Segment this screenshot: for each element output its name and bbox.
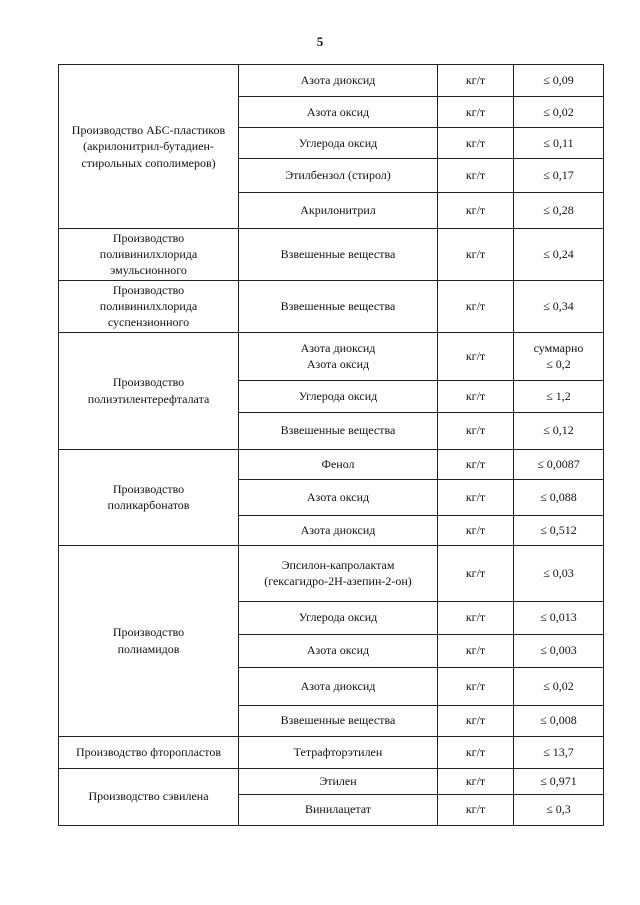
production-name: Производство поливинилхлорида суспензионного <box>59 280 239 332</box>
substance-name: Акрилонитрил <box>239 193 438 229</box>
substance-name: Взвешенные вещества <box>239 412 438 449</box>
substance-name: Этилен <box>239 768 438 794</box>
table-row <box>59 280 604 332</box>
norm-value: ≤ 0,17 <box>514 159 604 193</box>
substance-name: Взвешенные вещества <box>239 280 438 332</box>
unit: кг/т <box>438 479 514 515</box>
norm-value: ≤ 0,03 <box>514 545 604 601</box>
unit: кг/т <box>438 449 514 479</box>
unit: кг/т <box>438 545 514 601</box>
substance-name: Эпсилон-капролактам (гексагидро-2Н-азепин-2-он) <box>239 545 438 601</box>
norm-value: ≤ 0,088 <box>514 479 604 515</box>
table-row <box>59 768 604 794</box>
norm-value: ≤ 0,34 <box>514 280 604 332</box>
norm-value: ≤ 0,28 <box>514 193 604 229</box>
substance-name: Азота оксид <box>239 479 438 515</box>
norm-value: ≤ 0,003 <box>514 634 604 667</box>
substance-name: Азота диоксид Азота оксид <box>239 332 438 380</box>
substance-name: Этилбензол (стирол) <box>239 159 438 193</box>
production-name: Производство фторопластов <box>59 736 239 768</box>
norm-value: ≤ 0,09 <box>514 65 604 97</box>
norm-value: ≤ 0,12 <box>514 412 604 449</box>
emission-norms-table <box>58 64 604 826</box>
table-row <box>59 229 604 281</box>
unit: кг/т <box>438 794 514 825</box>
unit: кг/т <box>438 280 514 332</box>
substance-name: Азота оксид <box>239 97 438 128</box>
production-name: Производство полиэтилентерефталата <box>59 332 239 449</box>
substance-name: Фенол <box>239 449 438 479</box>
substance-name: Углерода оксид <box>239 128 438 159</box>
production-name: Производство полиамидов <box>59 545 239 736</box>
unit: кг/т <box>438 705 514 736</box>
norm-value: ≤ 0,02 <box>514 97 604 128</box>
norm-value: ≤ 0,0087 <box>514 449 604 479</box>
norm-value: ≤ 0,512 <box>514 515 604 545</box>
norm-value: ≤ 13,7 <box>514 736 604 768</box>
substance-name: Азота диоксид <box>239 515 438 545</box>
unit: кг/т <box>438 332 514 380</box>
unit: кг/т <box>438 193 514 229</box>
unit: кг/т <box>438 768 514 794</box>
substance-name: Тетрафторэтилен <box>239 736 438 768</box>
unit: кг/т <box>438 65 514 97</box>
unit: кг/т <box>438 380 514 412</box>
unit: кг/т <box>438 601 514 634</box>
norm-value: ≤ 0,971 <box>514 768 604 794</box>
table-row <box>59 545 604 601</box>
table-row <box>59 449 604 479</box>
unit: кг/т <box>438 667 514 705</box>
unit: кг/т <box>438 128 514 159</box>
norm-value: суммарно ≤ 0,2 <box>514 332 604 380</box>
norm-value: ≤ 0,24 <box>514 229 604 281</box>
norm-value: ≤ 0,013 <box>514 601 604 634</box>
norm-value: ≤ 0,008 <box>514 705 604 736</box>
page-number: 5 <box>316 34 324 49</box>
substance-name: Взвешенные вещества <box>239 705 438 736</box>
norm-value: ≤ 0,11 <box>514 128 604 159</box>
norm-value: ≤ 0,02 <box>514 667 604 705</box>
norm-value: ≤ 1,2 <box>514 380 604 412</box>
unit: кг/т <box>438 97 514 128</box>
substance-name: Взвешенные вещества <box>239 229 438 281</box>
unit: кг/т <box>438 515 514 545</box>
substance-name: Азота диоксид <box>239 65 438 97</box>
table-row <box>59 736 604 768</box>
norm-value: ≤ 0,3 <box>514 794 604 825</box>
substance-name: Азота диоксид <box>239 667 438 705</box>
unit: кг/т <box>438 634 514 667</box>
substance-name: Углерода оксид <box>239 380 438 412</box>
table-row <box>59 65 604 97</box>
table-row <box>59 332 604 380</box>
production-name: Производство поливинилхлорида эмульсионного <box>59 229 239 281</box>
substance-name: Винилацетат <box>239 794 438 825</box>
substance-name: Углерода оксид <box>239 601 438 634</box>
production-name: Производство поликарбонатов <box>59 449 239 545</box>
unit: кг/т <box>438 159 514 193</box>
substance-name: Азота оксид <box>239 634 438 667</box>
production-name: Производство сэвилена <box>59 768 239 825</box>
unit: кг/т <box>438 736 514 768</box>
unit: кг/т <box>438 412 514 449</box>
production-name: Производство АБС-пластиков (акрилонитрил-бутадиен- стирольных сополимеров) <box>59 65 239 229</box>
unit: кг/т <box>438 229 514 281</box>
